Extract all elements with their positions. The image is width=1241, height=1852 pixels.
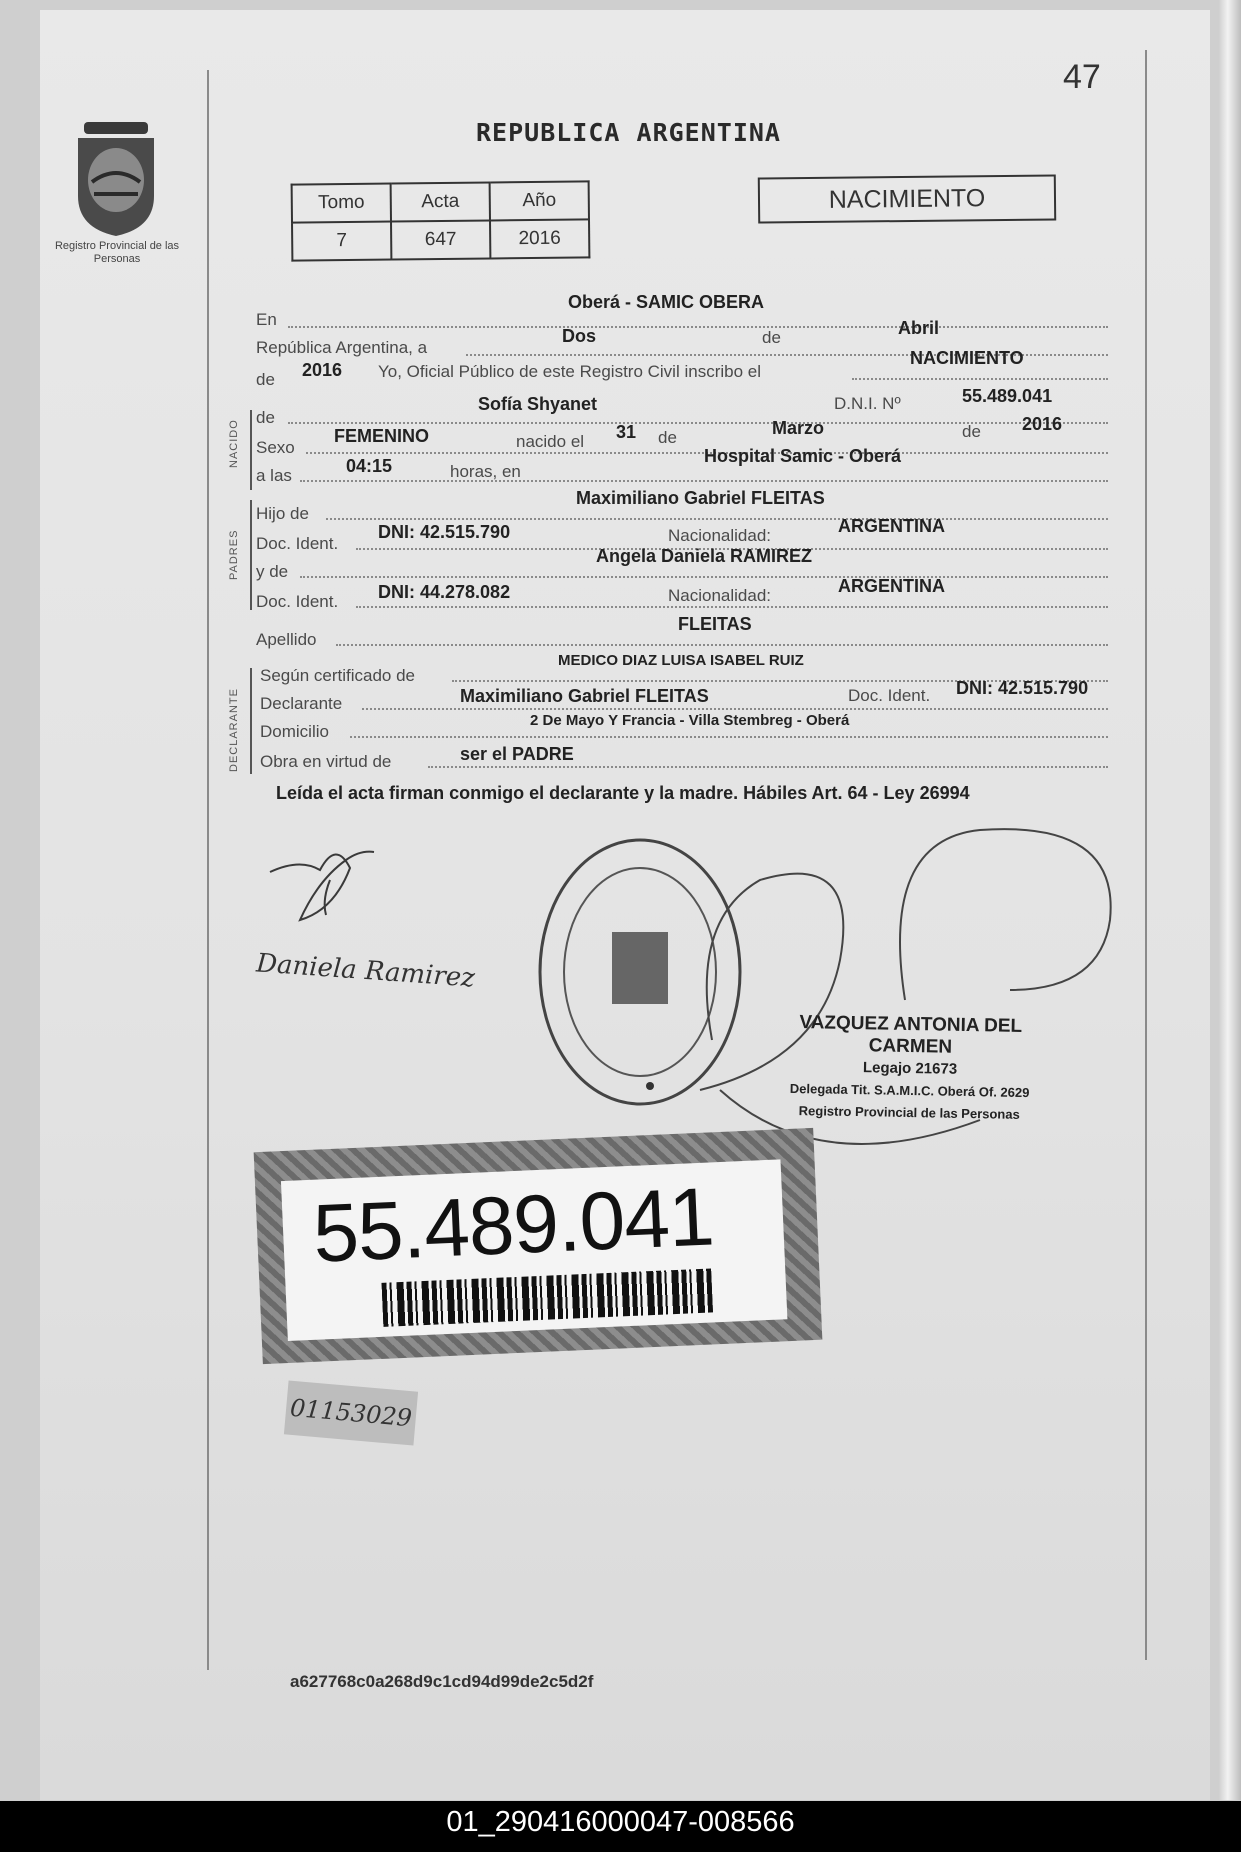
address-value: 2 De Mayo Y Francia - Villa Stembreg - Oberá (530, 712, 850, 729)
label-declarant-doc: Doc. Ident. (848, 686, 931, 705)
seal-stamp (540, 840, 740, 1104)
certificate-value: MEDICO DIAZ LUISA ISABEL RUIZ (558, 652, 804, 669)
dni-sticker (254, 1128, 823, 1364)
header-ano: Año (490, 181, 589, 220)
label-inscribe: Yo, Oficial Público de este Registro Civil inscribo el (378, 362, 761, 381)
label-father-doc: Doc. Ident. (256, 534, 339, 553)
barcode-icon (381, 1268, 713, 1326)
label-declarante: Declarante (260, 694, 343, 713)
value-acta: 647 (391, 220, 490, 259)
label-mother-doc: Doc. Ident. (256, 592, 339, 611)
label-nacido: nacido el (516, 432, 585, 451)
document-title: REPUBLICA ARGENTINA (476, 118, 781, 147)
birth-year: 2016 (1022, 414, 1063, 434)
page-number: 47 (1063, 58, 1101, 96)
mother-name: Angela Daniela RAMIREZ (596, 546, 813, 566)
birth-time: 04:15 (346, 456, 393, 476)
label-sexo: Sexo (256, 438, 295, 457)
birth-month: Marzo (772, 418, 825, 438)
day-value: Dos (562, 326, 597, 346)
label-de-birth-year: de (962, 422, 981, 441)
section-label-padres: PADRES (228, 529, 240, 580)
value-tomo: 7 (292, 222, 391, 261)
declarant-name: Maximiliano Gabriel FLEITAS (460, 686, 709, 706)
father-nationality: ARGENTINA (838, 516, 945, 536)
child-name: Sofía Shyanet (478, 394, 598, 414)
declarant-doc: DNI: 42.515.790 (956, 678, 1089, 698)
label-obra: Obra en virtud de (260, 752, 392, 771)
label-de-birth: de (658, 428, 677, 447)
label-de-year: de (256, 370, 275, 389)
obra-value: ser el PADRE (460, 744, 574, 764)
label-father-nat: Nacionalidad: (668, 526, 772, 545)
label-de-month: de (762, 328, 781, 347)
mother-doc: DNI: 44.278.082 (378, 582, 511, 602)
label-mother-nat: Nacionalidad: (668, 586, 772, 605)
officer-name: VAZQUEZ ANTONIA DEL CARMEN (799, 1012, 1023, 1058)
mother-nationality: ARGENTINA (838, 576, 945, 596)
control-number: 01153029 (284, 1380, 418, 1445)
father-doc: DNI: 42.515.790 (378, 522, 511, 542)
dni-value: 55.489.041 (962, 386, 1053, 406)
year-value: 2016 (302, 360, 343, 380)
footer-id: 01_290416000047-008566 (446, 1806, 795, 1838)
father-name: Maximiliano Gabriel FLEITAS (576, 488, 825, 508)
label-hijo: Hijo de (256, 504, 309, 523)
officer-legajo: Legajo 21673 (862, 1059, 958, 1078)
birth-place: Hospital Samic - Oberá (704, 446, 902, 466)
mother-signature: Daniela Ramirez (255, 948, 476, 994)
birth-day: 31 (616, 422, 637, 442)
declarant-signature (270, 852, 374, 920)
registry-caption: Registro Provincial de las Personas (54, 240, 180, 265)
label-republica: República Argentina, a (256, 338, 428, 357)
label-segun: Según certificado de (260, 666, 415, 685)
label-en: En (256, 310, 277, 329)
record-type: NACIMIENTO (758, 174, 1056, 223)
label-apellido: Apellido (256, 630, 317, 649)
sex-value: FEMENINO (334, 426, 430, 446)
label-y-de: y de (256, 562, 289, 581)
label-horas: horas, en (450, 462, 521, 481)
document-hash: a627768c0a268d9c1cd94d99de2c5d2f (290, 1672, 594, 1691)
header-acta: Acta (391, 182, 490, 221)
label-de-name: de (256, 408, 275, 427)
sticker-label (281, 1159, 788, 1341)
place-value: Oberá - SAMIC OBERA (568, 292, 765, 312)
section-label-nacido: NACIDO (228, 419, 240, 468)
officer-block (759, 1011, 1061, 1126)
label-dni: D.N.I. Nº (834, 394, 901, 413)
header-tomo: Tomo (292, 184, 391, 223)
section-label-declarante: DECLARANTE (228, 688, 240, 772)
value-ano: 2016 (490, 219, 589, 258)
label-a-las: a las (256, 466, 292, 485)
month-value: Abril (898, 318, 940, 338)
closing-note: Leída el acta firman conmigo el declarante y la madre. Hábiles Art. 64 - Ley 26994 (276, 783, 970, 803)
label-domicilio: Domicilio (260, 722, 329, 741)
officer-registro: Registro Provincial de las Personas (798, 1103, 1020, 1122)
officer-delegada: Delegada Tit. S.A.M.I.C. Oberá Of. 2629 (789, 1080, 1030, 1101)
surname-value: FLEITAS (678, 614, 752, 634)
sticker-number: 55.489.041 (311, 1171, 716, 1280)
inscribe-value: NACIMIENTO (910, 348, 1024, 368)
